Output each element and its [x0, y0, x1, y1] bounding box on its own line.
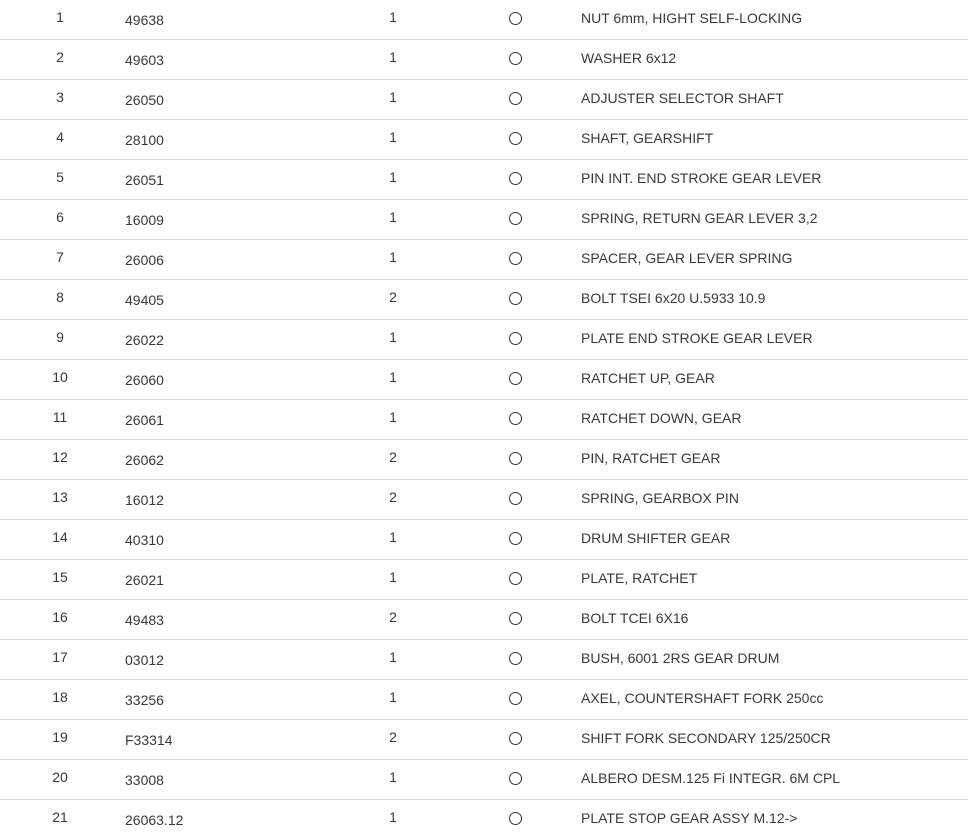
- part-description: PLATE END STROKE GEAR LEVER: [581, 330, 813, 346]
- quantity: 2: [389, 489, 397, 505]
- table-row: [0, 40, 968, 80]
- position-number: 21: [52, 809, 68, 825]
- select-radio[interactable]: [509, 372, 522, 385]
- select-radio[interactable]: [509, 652, 522, 665]
- part-code: 26060: [125, 372, 164, 388]
- part-code: 03012: [125, 652, 164, 668]
- table-row: [0, 360, 968, 400]
- part-description: PLATE STOP GEAR ASSY M.12->: [581, 810, 798, 826]
- table-row: [0, 760, 968, 800]
- select-radio[interactable]: [509, 12, 522, 25]
- part-code: 49405: [125, 292, 164, 308]
- table-row: [0, 160, 968, 200]
- position-number: 15: [52, 569, 68, 585]
- quantity: 1: [389, 9, 397, 25]
- position-number: 2: [56, 49, 64, 65]
- quantity: 1: [389, 689, 397, 705]
- quantity: 2: [389, 289, 397, 305]
- position-number: 14: [52, 529, 68, 545]
- position-number: 18: [52, 689, 68, 705]
- part-code: 26061: [125, 412, 164, 428]
- part-description: SPRING, GEARBOX PIN: [581, 490, 739, 506]
- part-description: NUT 6mm, HIGHT SELF-LOCKING: [581, 10, 803, 26]
- part-description: ALBERO DESM.125 Fi INTEGR. 6M CPL: [581, 770, 841, 786]
- select-radio[interactable]: [509, 572, 522, 585]
- position-number: 3: [56, 89, 64, 105]
- table-row: [0, 320, 968, 360]
- position-number: 10: [52, 369, 68, 385]
- position-number: 20: [52, 769, 68, 785]
- part-code: 49483: [125, 612, 164, 628]
- table-row: [0, 680, 968, 720]
- quantity: 1: [389, 769, 397, 785]
- select-radio[interactable]: [509, 772, 522, 785]
- select-radio[interactable]: [509, 292, 522, 305]
- part-code: 26022: [125, 332, 164, 348]
- part-description: SHAFT, GEARSHIFT: [581, 130, 714, 146]
- position-number: 13: [52, 489, 68, 505]
- part-description: PIN INT. END STROKE GEAR LEVER: [581, 170, 822, 186]
- table-row: [0, 520, 968, 560]
- position-number: 1: [56, 9, 64, 25]
- position-number: 17: [52, 649, 68, 665]
- select-radio[interactable]: [509, 732, 522, 745]
- select-radio[interactable]: [509, 92, 522, 105]
- position-number: 4: [56, 129, 64, 145]
- select-radio[interactable]: [509, 532, 522, 545]
- quantity: 1: [389, 569, 397, 585]
- part-description: PIN, RATCHET GEAR: [581, 450, 721, 466]
- quantity: 1: [389, 49, 397, 65]
- quantity: 1: [389, 529, 397, 545]
- table-row: [0, 280, 968, 320]
- part-description: BOLT TCEI 6X16: [581, 610, 689, 626]
- select-radio[interactable]: [509, 692, 522, 705]
- table-row: [0, 480, 968, 520]
- part-description: SHIFT FORK SECONDARY 125/250CR: [581, 730, 831, 746]
- part-description: BOLT TSEI 6x20 U.5933 10.9: [581, 290, 766, 306]
- position-number: 6: [56, 209, 64, 225]
- table-row: [0, 400, 968, 440]
- quantity: 2: [389, 449, 397, 465]
- quantity: 1: [389, 649, 397, 665]
- select-radio[interactable]: [509, 132, 522, 145]
- part-description: PLATE, RATCHET: [581, 570, 698, 586]
- part-code: 33256: [125, 692, 164, 708]
- part-code: 26021: [125, 572, 164, 588]
- part-description: SPRING, RETURN GEAR LEVER 3,2: [581, 210, 818, 226]
- position-number: 16: [52, 609, 68, 625]
- part-code: 49603: [125, 52, 164, 68]
- table-row: [0, 80, 968, 120]
- part-code: 26051: [125, 172, 164, 188]
- part-code: 16009: [125, 212, 164, 228]
- quantity: 1: [389, 209, 397, 225]
- part-code: 26063.12: [125, 812, 184, 828]
- part-description: AXEL, COUNTERSHAFT FORK 250cc: [581, 690, 824, 706]
- part-description: RATCHET UP, GEAR: [581, 370, 715, 386]
- table-row: [0, 640, 968, 680]
- table-row: [0, 120, 968, 160]
- quantity: 1: [389, 809, 397, 825]
- table-row: [0, 800, 968, 840]
- quantity: 1: [389, 89, 397, 105]
- part-code: 40310: [125, 532, 164, 548]
- position-number: 7: [56, 249, 64, 265]
- position-number: 5: [56, 169, 64, 185]
- position-number: 9: [56, 329, 64, 345]
- position-number: 8: [56, 289, 64, 305]
- position-number: 12: [52, 449, 68, 465]
- table-row: [0, 440, 968, 480]
- position-number: 11: [52, 409, 68, 425]
- table-row: [0, 600, 968, 640]
- table-row: [0, 560, 968, 600]
- quantity: 1: [389, 409, 397, 425]
- quantity: 1: [389, 329, 397, 345]
- select-radio[interactable]: [509, 52, 522, 65]
- select-radio[interactable]: [509, 172, 522, 185]
- part-code: 26006: [125, 252, 164, 268]
- part-description: RATCHET DOWN, GEAR: [581, 410, 742, 426]
- part-code: F33314: [125, 732, 173, 748]
- part-description: BUSH, 6001 2RS GEAR DRUM: [581, 650, 780, 666]
- part-description: SPACER, GEAR LEVER SPRING: [581, 250, 793, 266]
- select-radio[interactable]: [509, 452, 522, 465]
- part-code: 49638: [125, 12, 164, 28]
- select-radio[interactable]: [509, 252, 522, 265]
- select-radio[interactable]: [509, 812, 522, 825]
- quantity: 2: [389, 609, 397, 625]
- select-radio[interactable]: [509, 412, 522, 425]
- quantity: 1: [389, 369, 397, 385]
- part-description: DRUM SHIFTER GEAR: [581, 530, 731, 546]
- quantity: 1: [389, 169, 397, 185]
- part-code: 26050: [125, 92, 164, 108]
- table-row: [0, 0, 968, 40]
- part-code: 26062: [125, 452, 164, 468]
- part-description: WASHER 6x12: [581, 50, 677, 66]
- quantity: 1: [389, 249, 397, 265]
- select-radio[interactable]: [509, 612, 522, 625]
- select-radio[interactable]: [509, 332, 522, 345]
- part-code: 33008: [125, 772, 164, 788]
- table-row: [0, 720, 968, 760]
- quantity: 1: [389, 129, 397, 145]
- part-code: 16012: [125, 492, 164, 508]
- quantity: 2: [389, 729, 397, 745]
- position-number: 19: [52, 729, 68, 745]
- part-code: 28100: [125, 132, 164, 148]
- select-radio[interactable]: [509, 212, 522, 225]
- table-row: [0, 240, 968, 280]
- table-row: [0, 200, 968, 240]
- part-description: ADJUSTER SELECTOR SHAFT: [581, 90, 784, 106]
- select-radio[interactable]: [509, 492, 522, 505]
